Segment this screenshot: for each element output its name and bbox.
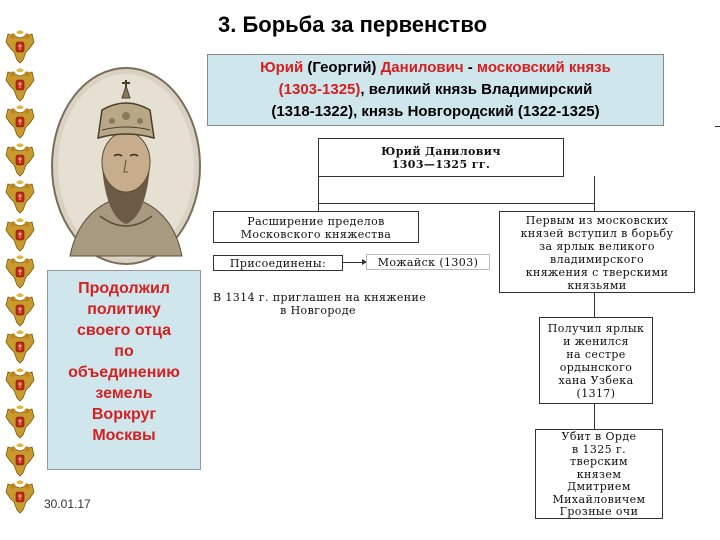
- policy-line: политику: [87, 301, 161, 318]
- prince-alt-name: (Георгий): [303, 59, 381, 76]
- top-box-line: Юрий Данилович: [381, 145, 501, 158]
- policy-line: земель: [95, 385, 153, 402]
- policy-line: по: [114, 343, 134, 360]
- double-headed-eagle-icon: [4, 293, 36, 327]
- yarlyk-line: ордынского: [559, 361, 633, 374]
- first-struggle-line: владимирского: [549, 253, 645, 266]
- title-moscow: московский князь: [476, 59, 611, 76]
- annexed-value-box: [366, 254, 490, 270]
- connector: [594, 292, 595, 317]
- slide-date: 30.01.17: [44, 497, 91, 511]
- eagle-emblem-strip: [0, 30, 40, 520]
- killed-line: князем: [576, 467, 622, 481]
- top-box-yuri: [318, 138, 564, 177]
- annexed-value: Можайск (1303): [377, 256, 479, 269]
- killed-line: в 1325 г.: [571, 442, 627, 456]
- yarlyk-line: (1317): [576, 387, 616, 400]
- policy-line: своего отца: [76, 322, 171, 339]
- prince-info-box: [207, 54, 664, 126]
- double-headed-eagle-icon: [4, 105, 36, 139]
- novgorod-note: [213, 291, 427, 317]
- policy-box: [47, 270, 201, 470]
- killed-line: Убит в Орде: [561, 430, 637, 443]
- double-headed-eagle-icon: [4, 30, 36, 64]
- policy-line: объединению: [68, 364, 180, 381]
- prince-patronymic: Данилович: [380, 59, 464, 76]
- first-struggle-box: [499, 211, 695, 293]
- expansion-line: Московского княжества: [240, 228, 392, 241]
- title-vladimir: , великий князь Владимирский: [360, 81, 593, 98]
- first-struggle-line: князей вступил в борьбу: [520, 227, 674, 240]
- yarlyk-box: [539, 317, 653, 404]
- killed-line: Михайловичем: [552, 492, 646, 506]
- policy-line: Москвы: [92, 427, 156, 444]
- first-struggle-line: князьями: [567, 279, 627, 292]
- novgorod-line: В 1314 г. приглашен на княжение: [213, 291, 427, 304]
- title-novgorod: (1318-1322), князь Новгородский (1322-1325): [271, 103, 600, 120]
- expansion-box: [213, 211, 419, 243]
- connector: [318, 203, 319, 211]
- years-moscow: (1303-1325): [278, 81, 361, 98]
- killed-line: Грозные очи: [559, 505, 639, 518]
- connector: [594, 403, 595, 429]
- first-struggle-line: Первым из московских: [525, 214, 669, 227]
- policy-line: Воркруг: [91, 406, 157, 423]
- double-headed-eagle-icon: [4, 405, 36, 439]
- top-box-line: 1303—1325 гг.: [391, 158, 491, 171]
- expansion-line: Расширение пределов: [247, 215, 385, 228]
- yarlyk-line: на сестре: [566, 348, 626, 361]
- double-headed-eagle-icon: [4, 180, 36, 214]
- first-struggle-line: княжения с тверскими: [525, 266, 669, 279]
- connector: [594, 176, 595, 204]
- edge-tick: [715, 126, 720, 127]
- double-headed-eagle-icon: [4, 255, 36, 289]
- prince-name: Юрий: [260, 59, 304, 76]
- double-headed-eagle-icon: [4, 368, 36, 402]
- double-headed-eagle-icon: [4, 218, 36, 252]
- first-struggle-line: за ярлык великого: [539, 240, 655, 253]
- yarlyk-line: Получил ярлык: [547, 322, 645, 335]
- connector: [318, 176, 319, 203]
- novgorod-line: в Новгороде: [280, 304, 356, 317]
- connector: [318, 203, 594, 204]
- annexed-label: Присоединены:: [229, 257, 327, 270]
- slide-title: 3. Борьба за первенство: [218, 12, 488, 37]
- dash: -: [463, 59, 477, 76]
- killed-line: тверским: [570, 455, 628, 468]
- double-headed-eagle-icon: [4, 443, 36, 477]
- double-headed-eagle-icon: [4, 143, 36, 177]
- prince-portrait: [50, 66, 202, 266]
- policy-line: Продолжил: [78, 280, 170, 297]
- double-headed-eagle-icon: [4, 480, 36, 514]
- killed-box: [535, 429, 663, 519]
- double-headed-eagle-icon: [4, 330, 36, 364]
- yarlyk-line: хана Узбека: [558, 374, 634, 387]
- yarlyk-line: и женился: [563, 335, 629, 348]
- killed-line: Дмитрием: [567, 480, 631, 493]
- double-headed-eagle-icon: [4, 68, 36, 102]
- annexed-label-box: [213, 255, 343, 271]
